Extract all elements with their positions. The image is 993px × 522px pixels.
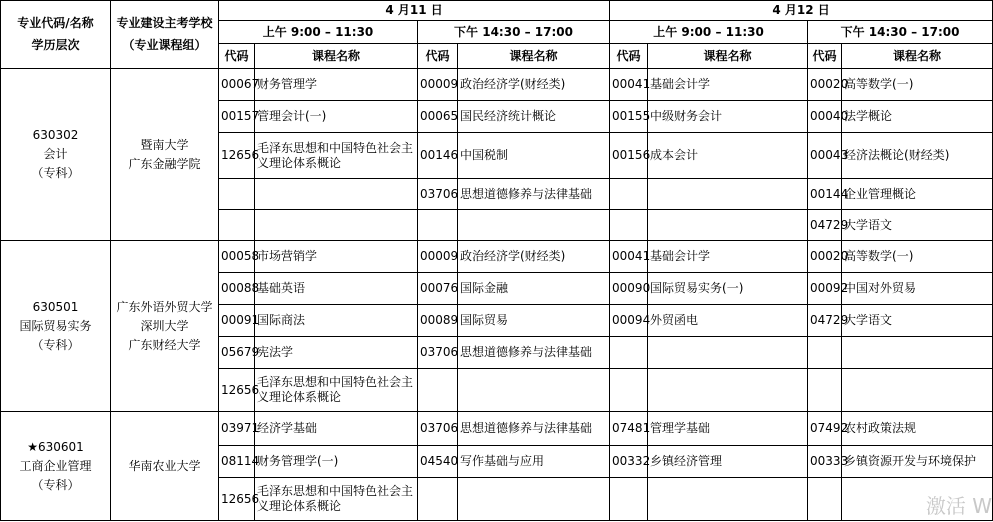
course-name: 中国税制 (458, 133, 610, 179)
course-code: 00065 (418, 101, 458, 133)
course-code (808, 369, 842, 412)
course-name: 写作基础与应用 (458, 446, 610, 478)
course-code: 00144 (808, 179, 842, 210)
course-name: 法学概论 (842, 101, 993, 133)
course-name (458, 210, 610, 241)
course-name: 基础会计学 (648, 241, 808, 273)
course-code (808, 337, 842, 369)
header-code-label: 代码 (808, 44, 842, 69)
course-name: 中级财务会计 (648, 101, 808, 133)
course-code: 00333 (808, 446, 842, 478)
course-name: 毛泽东思想和中国特色社会主义理论体系概论 (255, 478, 418, 521)
major-cell (1, 241, 111, 412)
course-code (610, 369, 648, 412)
course-code: 03706 (418, 337, 458, 369)
header-day-2: 4 月12 日 (610, 1, 993, 21)
course-name: 毛泽东思想和中国特色社会主义理论体系概论 (255, 369, 418, 412)
course-name (648, 337, 808, 369)
course-code (219, 210, 255, 241)
course-code: 00089 (418, 305, 458, 337)
header-course-name-label: 课程名称 (255, 44, 418, 69)
course-code: 00088 (219, 273, 255, 305)
course-name: 市场营销学 (255, 241, 418, 273)
course-name: 思想道德修养与法律基础 (458, 179, 610, 210)
course-code: 03706 (418, 412, 458, 446)
course-name (648, 478, 808, 521)
course-name: 农村政策法规 (842, 412, 993, 446)
header-session-1: 上午 9:00 – 11:30 (219, 21, 418, 44)
course-code: 00040 (808, 101, 842, 133)
course-code (418, 210, 458, 241)
course-name (842, 369, 993, 412)
school-cell (111, 241, 219, 412)
course-code: 00009 (418, 69, 458, 101)
major-code: 630302 (32, 128, 79, 142)
course-code: 00332 (610, 446, 648, 478)
course-code: 00076 (418, 273, 458, 305)
course-code: 00020 (808, 69, 842, 101)
header-code-label: 代码 (219, 44, 255, 69)
course-name: 国际贸易 (458, 305, 610, 337)
header-school: 专业建设主考学校 （专业课程组） (111, 1, 219, 69)
header-code-label: 代码 (610, 44, 648, 69)
course-code (808, 478, 842, 521)
course-name: 财务管理学(一) (255, 446, 418, 478)
course-name (842, 337, 993, 369)
course-code: 03971 (219, 412, 255, 446)
course-code: 00058 (219, 241, 255, 273)
course-name (648, 210, 808, 241)
table-row (1, 412, 993, 446)
course-code: 03706 (418, 179, 458, 210)
course-name: 乡镇资源开发与环境保护 (842, 446, 993, 478)
major-name: 会计 (43, 147, 68, 161)
course-code: 00067 (219, 69, 255, 101)
header-course-name-label: 课程名称 (458, 44, 610, 69)
course-code: 00041 (610, 69, 648, 101)
major-code: ★630601 (27, 439, 84, 454)
course-code (610, 210, 648, 241)
header-course-name-label: 课程名称 (648, 44, 808, 69)
course-name: 成本会计 (648, 133, 808, 179)
course-code: 00090 (610, 273, 648, 305)
course-name: 大学语文 (842, 210, 993, 241)
course-name (255, 179, 418, 210)
course-code: 12656 (219, 133, 255, 179)
course-name: 外贸函电 (648, 305, 808, 337)
school-name: 广东外语外贸大学 (116, 299, 213, 314)
header-session-3: 上午 9:00 – 11:30 (610, 21, 808, 44)
education-level: （专科） (31, 477, 80, 492)
education-level: （专科） (31, 166, 80, 180)
school-name: 深圳大学 (140, 318, 189, 333)
course-name: 国民经济统计概论 (458, 101, 610, 133)
course-name: 管理会计(一) (255, 101, 418, 133)
header-session-4: 下午 14:30 – 17:00 (808, 21, 993, 44)
education-level: （专科） (31, 337, 80, 352)
course-code (610, 478, 648, 521)
course-name: 思想道德修养与法律基础 (458, 412, 610, 446)
course-code: 07492 (808, 412, 842, 446)
table-row (1, 241, 993, 273)
course-name: 国际商法 (255, 305, 418, 337)
course-name: 基础英语 (255, 273, 418, 305)
course-code: 12656 (219, 478, 255, 521)
course-code: 04729 (808, 305, 842, 337)
course-name (458, 478, 610, 521)
school-name: 华南农业大学 (128, 458, 201, 473)
course-name: 中国对外贸易 (842, 273, 993, 305)
course-name: 国际贸易实务(一) (648, 273, 808, 305)
course-code: 00009 (418, 241, 458, 273)
course-code (610, 179, 648, 210)
major-code: 630501 (32, 299, 79, 314)
course-code: 00041 (610, 241, 648, 273)
course-name: 乡镇经济管理 (648, 446, 808, 478)
course-name: 高等数学(一) (842, 69, 993, 101)
school-name: 广东金融学院 (128, 156, 201, 171)
major-cell (1, 412, 111, 521)
major-cell (1, 69, 111, 241)
course-code: 00091 (219, 305, 255, 337)
header-session-2: 下午 14:30 – 17:00 (418, 21, 610, 44)
course-code (219, 179, 255, 210)
course-code: 00157 (219, 101, 255, 133)
course-code: 00156 (610, 133, 648, 179)
course-code: 07481 (610, 412, 648, 446)
course-code: 04729 (808, 210, 842, 241)
course-code: 00094 (610, 305, 648, 337)
course-code: 04540 (418, 446, 458, 478)
header-course-name-label: 课程名称 (842, 44, 993, 69)
header-major: 专业代码/名称 学历层次 (1, 1, 111, 69)
course-name (255, 210, 418, 241)
header-code-label: 代码 (418, 44, 458, 69)
course-code: 00043 (808, 133, 842, 179)
course-name (648, 369, 808, 412)
course-code: 05679 (219, 337, 255, 369)
course-name: 国际金融 (458, 273, 610, 305)
course-name: 思想道德修养与法律基础 (458, 337, 610, 369)
activate-windows-watermark: 激活 W (925, 494, 992, 518)
course-code (610, 337, 648, 369)
course-name: 经济学基础 (255, 412, 418, 446)
header-day-1: 4 月11 日 (219, 1, 610, 21)
course-code: 12656 (219, 369, 255, 412)
course-name (648, 179, 808, 210)
course-code: 00146 (418, 133, 458, 179)
course-code: 00020 (808, 241, 842, 273)
school-name: 暨南大学 (140, 137, 189, 152)
table-row (1, 69, 993, 101)
course-name: 毛泽东思想和中国特色社会主义理论体系概论 (255, 133, 418, 179)
course-name (458, 369, 610, 412)
school-cell (111, 69, 219, 241)
course-name: 大学语文 (842, 305, 993, 337)
course-name: 管理学基础 (648, 412, 808, 446)
major-name: 工商企业管理 (19, 458, 92, 473)
course-name: 宪法学 (255, 337, 418, 369)
course-name: 经济法概论(财经类) (842, 133, 993, 179)
school-cell (111, 412, 219, 521)
course-name: 高等数学(一) (842, 241, 993, 273)
course-code: 00155 (610, 101, 648, 133)
course-name: 基础会计学 (648, 69, 808, 101)
course-code: 08114 (219, 446, 255, 478)
course-name: 政治经济学(财经类) (458, 69, 610, 101)
major-name: 国际贸易实务 (19, 318, 92, 333)
course-name: 政治经济学(财经类) (458, 241, 610, 273)
course-code (418, 369, 458, 412)
course-name: 财务管理学 (255, 69, 418, 101)
school-name: 广东财经大学 (128, 337, 201, 352)
course-name: 企业管理概论 (842, 179, 993, 210)
course-code: 00092 (808, 273, 842, 305)
course-code (418, 478, 458, 521)
